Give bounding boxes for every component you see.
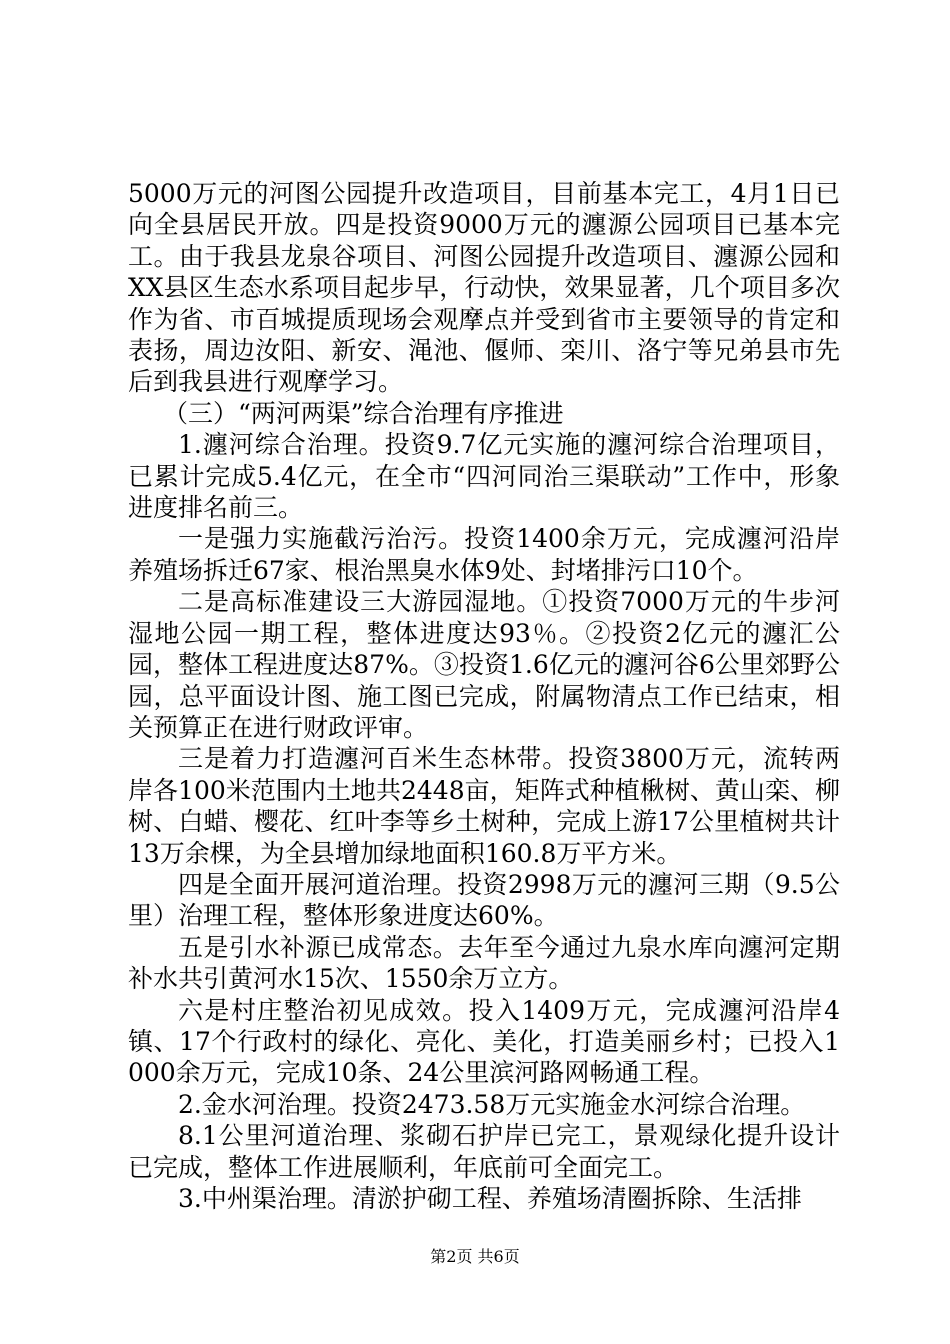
paragraph-jinshui-progress: 8.1公里河道治理、浆砌石护岸已完工，景观绿化提升设计已完成，整体工作进展顺利，年底前可全面完工。 xyxy=(128,1121,840,1182)
paragraph-chanhe-overview: 1.瀍河综合治理。投资9.7亿元实施的瀍河综合治理项目，已累计完成5.4亿元，在全市“四河同治三渠联动”工作中，形象进度排名前三。 xyxy=(128,430,840,523)
document-body xyxy=(128,178,840,1214)
page-number-footer: 第2页 共6页 xyxy=(430,1247,520,1266)
paragraph-water-supply: 五是引水补源已成常态。去年至今通过九泉水库向瀍河定期补水共引黄河水15次、1550余万立方。 xyxy=(128,932,840,994)
paragraph-wetland-parks: 二是高标准建设三大游园湿地。①投资7000万元的牛步河湿地公园一期工程，整体进度达93％。②投资2亿元的瀍汇公园，整体工程进度达87%。③投资1.6亿元的瀍河谷6公里郊野公园，总平面设计图、施工图已完成，附属物清点工作已结束，相关预算正在进行财政评审。 xyxy=(128,587,840,742)
paragraph-village-renovation: 六是村庄整治初见成效。投入1409万元，完成瀍河沿岸4镇、17个行政村的绿化、亮化、美化，打造美丽乡村；已投入1000余万元，完成10条、24公里滨河路网畅通工程。 xyxy=(128,995,840,1088)
paragraph-jinshui-river: 2.金水河治理。投资2473.58万元实施金水河综合治理。 xyxy=(178,1089,806,1119)
paragraph-continuation: 5000万元的河图公园提升改造项目，目前基本完工，4月1日已向全县居民开放。四是投资9000万元的瀍源公园项目已基本完工。由于我县龙泉谷项目、河图公园提升改造项目、瀍源公园和XX县区生态水系项目起步早，行动快，效果显著，几个项目多次作为省、市百城提质现场会观摩点并受到省市主要领导的肯定和表扬，周边汝阳、新安、渑池、偃师、栾川、洛宁等兄弟县市先后到我县进行观摩学习。 xyxy=(128,179,840,397)
paragraph-river-treatment: 四是全面开展河道治理。投资2998万元的瀍河三期（9.5公里）治理工程，整体形象进度达60%。 xyxy=(128,869,840,931)
paragraph-zhongzhou-canal: 3.中州渠治理。清淤护砌工程、养殖场清圈拆除、生活排 xyxy=(178,1184,802,1213)
paragraph-pollution-control: 一是强力实施截污治污。投资1400余万元，完成瀍河沿岸养殖场拆迁67家、根治黑臭水体9处、封堵排污口10个。 xyxy=(128,524,840,585)
section-heading: （三）“两河两渠”综合治理有序推进 xyxy=(163,398,564,428)
paragraph-forest-belt: 三是着力打造瀍河百米生态林带。投资3800万元，流转两岸各100米范围内土地共2448亩，矩阵式种植楸树、黄山栾、柳树、白蜡、樱花、红叶李等乡土树种，完成上游17公里植树共计13万余棵，为全县增加绿地面积160.8万平方米。 xyxy=(128,744,840,868)
